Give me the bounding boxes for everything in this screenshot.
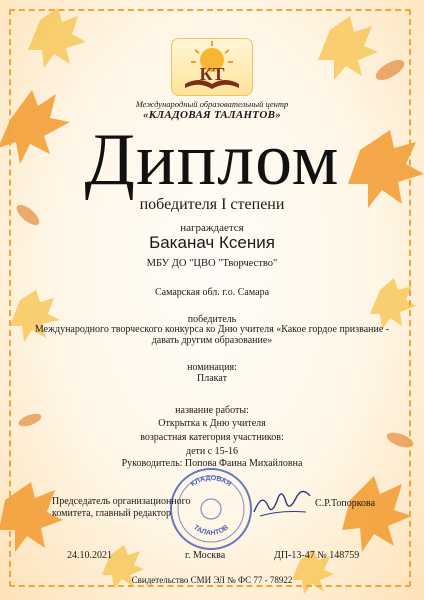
chair-name: С.Р.Топоркова	[315, 498, 376, 509]
maple-leaf-icon	[318, 16, 378, 80]
awarded-label: награждается	[180, 222, 244, 234]
svg-text:ТАЛАНТОВ: ТАЛАНТОВ	[192, 524, 230, 537]
age-category-label: возрастная категория участников:	[140, 432, 284, 443]
region-text: Самарская обл. г.о. Самара	[154, 287, 270, 298]
logo	[171, 38, 253, 96]
page-title: Диплом	[84, 119, 340, 201]
sun-book-icon	[171, 38, 253, 96]
recipient-name: Баканач Ксения	[149, 233, 275, 252]
age-category-value: дети с 15-16	[185, 446, 239, 457]
winner-label: победитель	[187, 314, 237, 325]
diploma-number: ДП-13-47 № 148759	[274, 550, 360, 561]
org-subtitle: Международный образовательный центр	[135, 99, 289, 109]
work-title-label: название работы:	[175, 405, 249, 416]
work-title-value: Открытка к Дню учителя	[158, 418, 266, 429]
nomination-label: номинация:	[187, 362, 237, 373]
issue-city: г. Москва	[185, 550, 226, 561]
signature	[250, 486, 314, 522]
degree-text: победителя I степени	[139, 196, 285, 213]
maple-leaf-icon	[28, 8, 86, 68]
org-name: «КЛАДОВАЯ ТАЛАНТОВ»	[142, 109, 282, 121]
chair-label: Председатель организационного комитета, главный редактор	[52, 496, 191, 519]
svg-text:КЛАДОВАЯ: КЛАДОВАЯ	[189, 474, 233, 489]
maple-leaf-icon	[342, 476, 412, 552]
issue-date: 24.10.2021	[67, 550, 112, 561]
media-certificate: Свидетельство СМИ ЭЛ № ФС 77 - 78922	[131, 575, 293, 585]
nomination-value: Плакат	[197, 373, 227, 384]
svg-text:КТ: КТ	[199, 64, 225, 84]
school-name: МБУ ДО "ЦВО "Творчество"	[146, 258, 278, 269]
leader-text: Руководитель: Попова Фаина Михайловна	[121, 458, 303, 469]
contest-name: Международного творческого конкурса ко Дню учителя «Какое гордое призвание - давать другим образование»	[34, 324, 390, 346]
leaf-icon	[373, 56, 408, 84]
